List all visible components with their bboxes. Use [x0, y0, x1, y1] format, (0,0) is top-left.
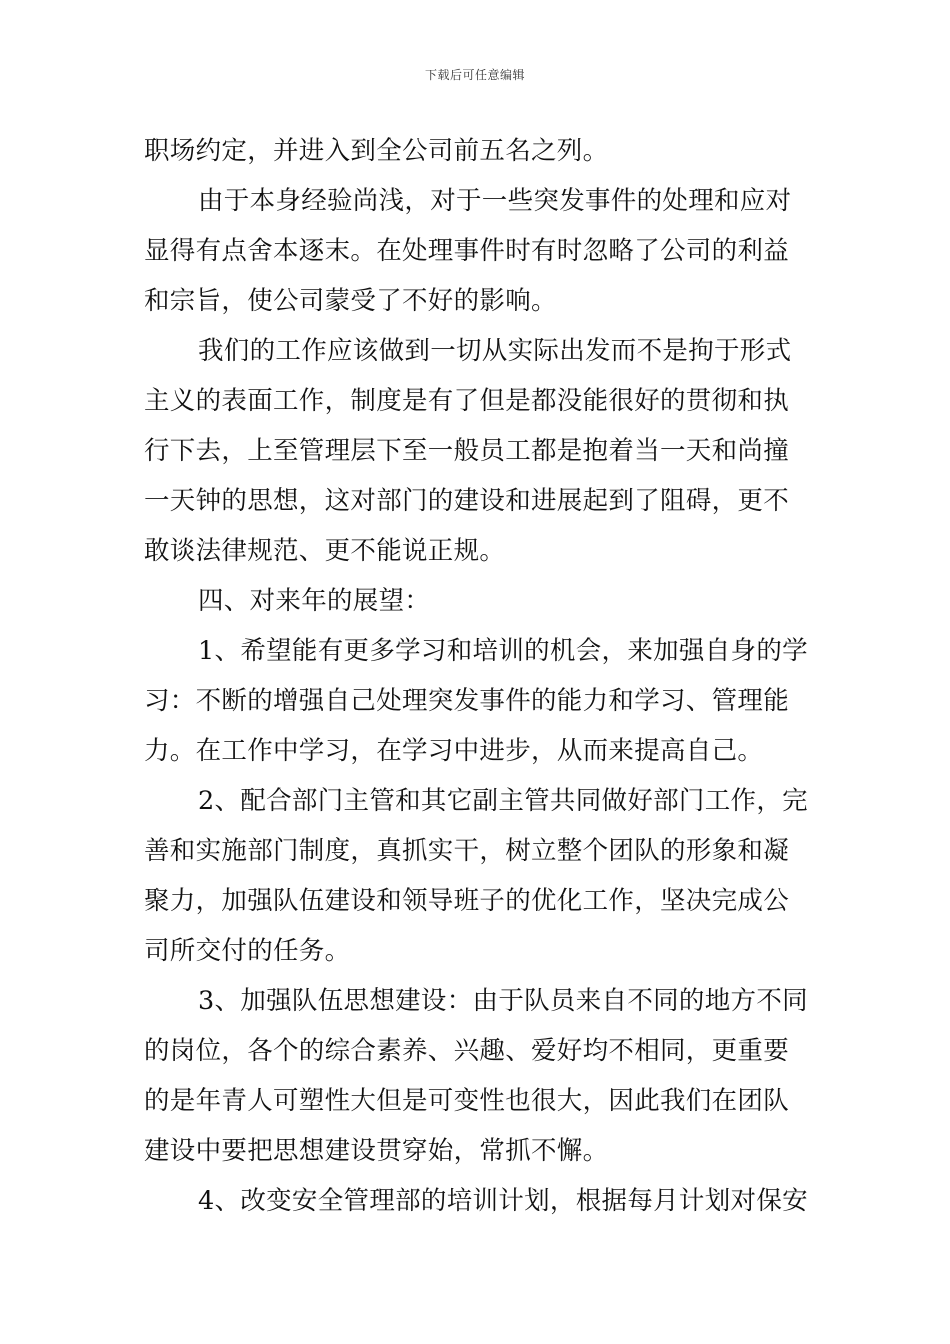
text-line: 聚力，加强队伍建设和领导班子的优化工作，坚决完成公: [144, 886, 790, 916]
text-line: 司所交付的任务。: [144, 936, 351, 966]
text-line: 一天钟的思想，这对部门的建设和进展起到了阻碍，更不: [144, 486, 790, 516]
page-header: 下载后可任意编辑: [424, 68, 525, 82]
text-line: 和宗旨，使公司蒙受了不好的影响。: [144, 286, 557, 316]
text-line: 职场约定，并进入到全公司前五名之列。: [144, 136, 609, 166]
text-line: 显得有点舍本逐末。在处理事件时有时忽略了公司的利益: [144, 236, 790, 266]
text-line: 4、改变安全管理部的培训计划，根据每月计划对保安: [198, 1186, 808, 1216]
text-line: 的岗位，各个的综合素养、兴趣、爱好均不相同，更重要: [144, 1036, 790, 1066]
text-line: 我们的工作应该做到一切从实际出发而不是拘于形式: [198, 336, 792, 366]
document-body: [144, 126, 808, 1226]
text-line: 行下去，上至管理层下至一般员工都是抱着当一天和尚撞: [144, 436, 790, 466]
text-line: 建设中要把思想建设贯穿始，常抓不懈。: [144, 1136, 609, 1166]
text-line: 习：不断的增强自己处理突发事件的能力和学习、管理能: [144, 686, 790, 716]
text-line: 善和实施部门制度，真抓实干，树立整个团队的形象和凝: [144, 836, 790, 866]
section-heading: 四、对来年的展望：: [198, 586, 431, 616]
text-line: 主义的表面工作，制度是有了但是都没能很好的贯彻和执: [144, 386, 790, 416]
text-line: 由于本身经验尚浅，对于一些突发事件的处理和应对: [198, 186, 792, 216]
text-line: 的是年青人可塑性大但是可变性也很大，因此我们在团队: [144, 1086, 790, 1116]
text-line: 2、配合部门主管和其它副主管共同做好部门工作，完: [198, 786, 808, 816]
text-line: 1、希望能有更多学习和培训的机会，来加强自身的学: [198, 636, 808, 666]
text-line: 3、加强队伍思想建设：由于队员来自不同的地方不同: [198, 986, 808, 1016]
text-line: 力。在工作中学习，在学习中进步，从而来提高自己。: [144, 736, 764, 766]
text-line: 敢谈法律规范、更不能说正规。: [144, 536, 506, 566]
